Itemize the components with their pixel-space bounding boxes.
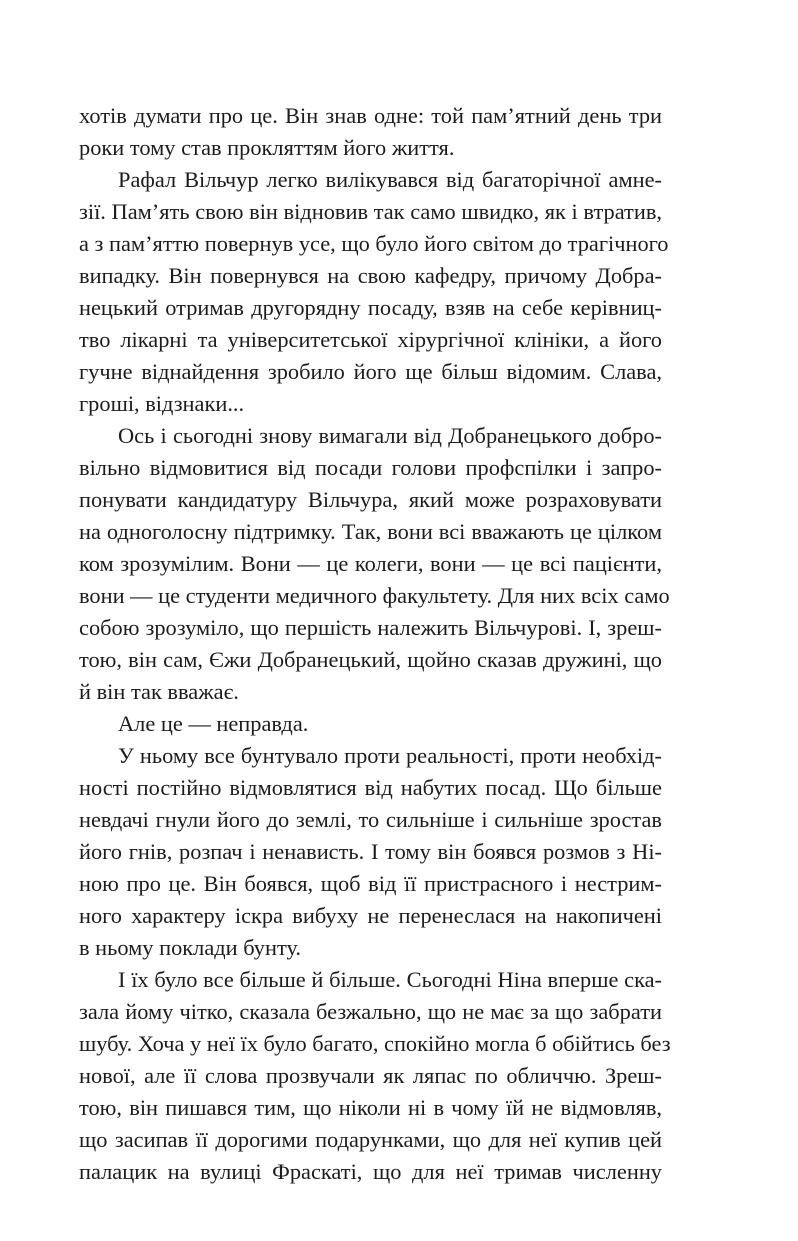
- text-line: тою, він пишався тим, що ніколи ні в чому їй не відмовляв,: [79, 1095, 662, 1120]
- text-line: нової, але її слова прозвучали як ляпас по обличчю. Зреш-: [79, 1063, 662, 1088]
- text-line: вільно відмовитися від посади голови профспілки і запро-: [79, 455, 662, 480]
- text-line: нецький отримав другорядну посаду, взяв на себе керівниц-: [79, 295, 662, 320]
- text-line: гроші, відзнаки...: [79, 391, 245, 416]
- text-line: на одноголосну підтримку. Так, вони всі вважають це цілком: [79, 519, 662, 544]
- text-line: випадку. Він повернувся на свою кафедру, причому Добра-: [79, 263, 662, 288]
- text-line: невдачі гнули його до землі, то сильніше і сильніше зростав: [79, 807, 662, 832]
- text-line: палацик на вулиці Фраскаті, що для неї тримав численну: [79, 1159, 662, 1184]
- text-line: собою зрозуміло, що першість належить Вільчурові. І, зреш-: [79, 615, 662, 640]
- text-line: тою, він сам, Єжи Добранецький, щойно сказав дружині, що: [79, 647, 662, 672]
- text-line: ком зрозумілим. Вони — це колеги, вони — це всі пацієнти,: [79, 551, 662, 576]
- text-line: понувати кандидатуру Вільчура, який може розраховувати: [79, 487, 662, 512]
- text-line: зала йому чітко, сказала безжально, що не має за що забрати: [79, 999, 662, 1024]
- text-line: гучне віднайдення зробило його ще більш відомим. Слава,: [79, 359, 662, 384]
- text-line: вони — це студенти медичного факультету. Для них всіх само: [79, 583, 670, 608]
- text-line: шубу. Хоча у неї їх було багато, спокійно могла б обійтись без: [79, 1031, 671, 1056]
- text-line: Ось і сьогодні знову вимагали від Добранецького добро-: [118, 423, 662, 448]
- text-line: в ньому поклади бунту.: [79, 935, 301, 960]
- text-line: тво лікарні та університетської хірургічної клініки, а його: [79, 327, 662, 352]
- text-line: що засипав її дорогими подарунками, що для неї купив цей: [79, 1127, 662, 1152]
- text-line: І їх було все більше й більше. Сьогодні Ніна вперше ска-: [118, 967, 662, 992]
- text-line: Але це — неправда.: [118, 711, 309, 736]
- text-line: ності постійно відмовлятися від набутих посад. Що більше: [79, 775, 662, 800]
- text-line: У ньому все бунтувало проти реальності, проти необхід-: [118, 743, 662, 768]
- text-line: хотів думати про це. Він знав одне: той пам’ятний день три: [79, 103, 662, 128]
- text-line: ною про це. Він боявся, щоб від її пристрасного і нестрим-: [79, 871, 662, 896]
- text-line: ного характеру іскра вибуху не перенеслася на накопичені: [79, 903, 662, 928]
- text-line: й він так вважає.: [79, 679, 239, 704]
- text-line: Рафал Вільчур легко вилікувався від багаторічної амне-: [118, 167, 662, 192]
- text-line: його гнів, розпач і ненависть. І тому він боявся розмов з Ні-: [79, 839, 662, 864]
- text-line: зії. Пам’ять свою він відновив так само швидко, як і втратив,: [79, 199, 662, 224]
- text-line: роки тому став прокляттям його життя.: [79, 135, 455, 160]
- text-line: а з пам’яттю повернув усе, що було його світом до трагічного: [79, 231, 669, 256]
